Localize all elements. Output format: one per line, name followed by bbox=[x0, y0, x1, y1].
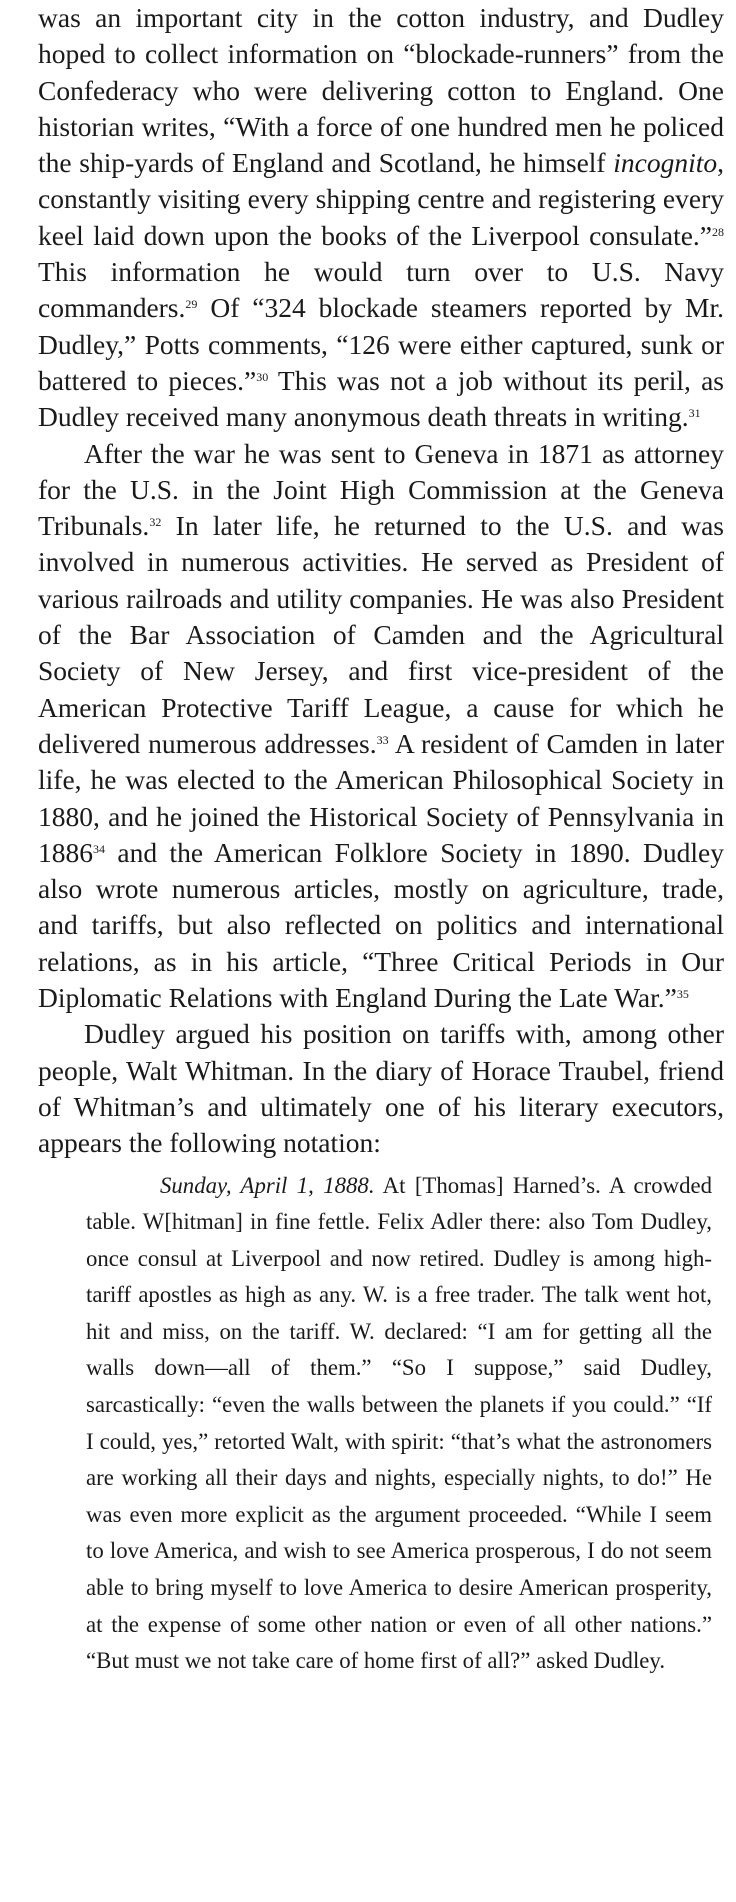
footnote-ref[interactable]: 35 bbox=[676, 987, 689, 1002]
paragraph-blockade bbox=[38, 0, 724, 436]
text-run: , constantly visiting every shipping centre and registering every keel laid down upon the books of the Liverpool consulate.” bbox=[38, 147, 724, 251]
footnote-ref[interactable]: 33 bbox=[376, 732, 389, 747]
paragraph-whitman-intro bbox=[38, 1016, 724, 1161]
italic-text: incognito bbox=[613, 147, 718, 179]
text-run: After the war he was sent to Geneva in 1871 as attorney for the U.S. in the Joint High Commission at the Geneva Tribunals. bbox=[38, 437, 724, 542]
text-run: Of “324 blockade steamers reported by Mr. Dudley,” Potts comments, “126 were either captured, sunk or battered to pieces.” bbox=[38, 292, 724, 396]
text-run: In later life, he returned to the U.S. and was involved in numerous activities. He served as President of various railroads and utility companies. He was also President of the Bar Association of Camden and the Agricultural Society of New Jersey, and first vice-president of the American Protective Tariff League, a cause for which he delivered numerous addresses. bbox=[38, 510, 724, 759]
footnote-ref[interactable]: 29 bbox=[185, 297, 198, 312]
footnote-ref[interactable]: 31 bbox=[688, 406, 701, 421]
paragraph-after-war bbox=[38, 436, 724, 1017]
document-page bbox=[38, 0, 724, 1680]
text-run: A resident of Camden in later life, he was elected to the American Philosophical Society in 1880, and he joined the Historical Society of Pennsylvania in 1886 bbox=[38, 727, 724, 868]
quote-text: At [Thomas] Harned’s. A crowded table. W[hitman] in fine fettle. Felix Adler there: also Tom Dudley, once consul at Liverpool and now retired. Dudley is among high-tariff apostles as high as any. W. is a free trader. The talk went hot, hit and miss, on the tariff. W. declared: “I am for getting all the walls down—all of them.” “So I suppose,” said Dudley, sarcastically: “even the walls between the planets if you could.” “If I could, yes,” retorted Walt, with spirit: “that’s what the astronomers are working all their days and nights, especially nights, to do!” He was even more explicit as the argument proceeded. “While I seem to love America, and wish to see America prosperous, I do not seem able to bring myself to love America to desire American prosperity, at the expense of some other nation or even of all other nations.” “But must we not take care of home first of all?” asked Dudley. bbox=[86, 1172, 712, 1674]
text-run: was an important city in the cotton industry, and Dudley hoped to collect information on “blockade-runners” from the Confederacy who were delivering cotton to England. One historian writes, “With a force of one hundred men he policed the ship-yards of England and Scotland, he himself bbox=[38, 2, 724, 179]
footnote-ref[interactable]: 34 bbox=[93, 841, 105, 856]
text-run: Dudley argued his position on tariffs with, among other people, Walt Whitman. In the diary of Horace Traubel, friend of Whitman’s and ultimately one of his literary executors, appears the following notation: bbox=[38, 1018, 724, 1159]
footnote-ref[interactable]: 28 bbox=[712, 224, 724, 239]
text-run: This was not a job without its peril, as Dudley received many anonymous death threats in writing. bbox=[38, 364, 724, 433]
text-run: This information he would turn over to U.S. Navy commanders. bbox=[38, 256, 724, 324]
text-run: and the American Folklore Society in 1890. Dudley also wrote numerous articles, mostly on agriculture, trade, and tariffs, but also reflected on politics and international relations, as in his article, “Three Critical Periods in Our Diplomatic Relations with England During the Late War.” bbox=[38, 836, 724, 1014]
footnote-ref[interactable]: 32 bbox=[149, 515, 162, 530]
quote-date: Sunday, April 1, 1888. bbox=[160, 1172, 375, 1198]
block-quote-traubel-diary bbox=[86, 1168, 712, 1680]
footnote-ref[interactable]: 30 bbox=[256, 369, 269, 384]
